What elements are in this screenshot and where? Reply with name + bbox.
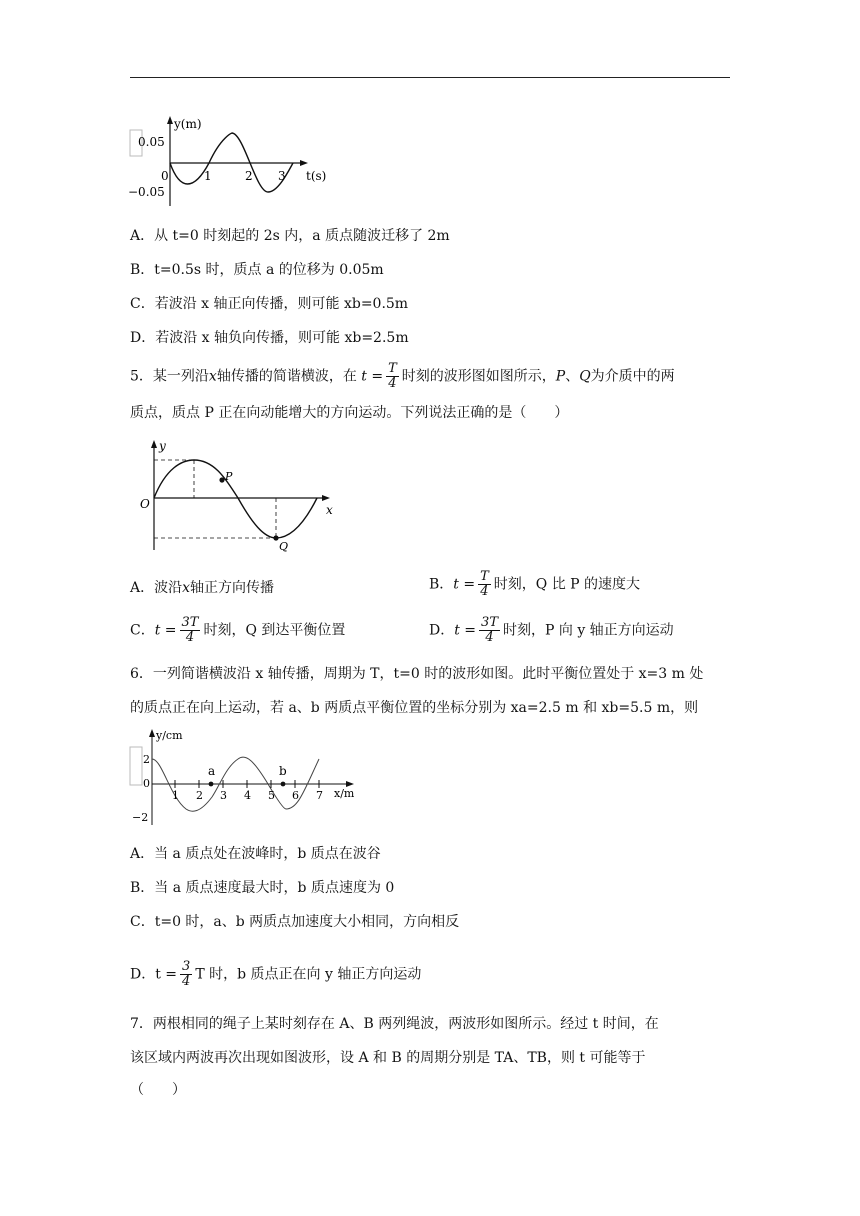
t-axis-arrow [300, 160, 308, 166]
figure-frame-mark [130, 747, 142, 785]
origin-label: 0 [161, 169, 169, 183]
q4-option-b: B．t=0.5s 时，质点 a 的位移为 0.05m [130, 262, 384, 278]
fraction: $\frac{T}{4}$ [480, 569, 489, 599]
q6-option-b: B．当 a 质点速度最大时，b 质点速度为 0 [130, 880, 395, 896]
q6-option-d: D．t = $\frac{3}{4}$ T 时，b 质点正在向 y 轴正方向运动 [130, 959, 422, 989]
q4-option-d: D．若波沿 x 轴负向传播，则可能 xb=2.5m [130, 330, 409, 346]
y-zero-label: 0 [143, 777, 150, 790]
t-tick-3: 3 [278, 169, 286, 183]
x-tick-7: 7 [316, 789, 323, 802]
point-a [209, 782, 214, 787]
q5-stem-line2: 质点，质点 P 正在向动能增大的方向运动。下列说法正确的是（ ） [130, 405, 569, 421]
q6-stem-line1: 6．一列简谐横波沿 x 轴传播，周期为 T，t=0 时的波形如图。此时平衡位置处于 x=3 m 处 [130, 666, 704, 682]
fraction: $\frac{3T}{4}$ [181, 615, 199, 645]
y-bottom-label: −2 [132, 811, 149, 824]
origin-label: O [140, 497, 150, 511]
figure-q6-wave [128, 727, 364, 827]
x-tick-5: 5 [268, 789, 275, 802]
a-label: a [208, 764, 216, 778]
t-tick-1: 1 [204, 169, 212, 183]
x-tick-3: 3 [220, 789, 227, 802]
q6-stem-line2: 的质点正在向上运动，若 a、b 两质点平衡位置的坐标分别为 xa=2.5 m 和 xb=5.5 m，则 [130, 700, 699, 716]
q5-option-d: D．t = $\frac{3T}{4}$ 时刻，P 向 y 轴正方向运动 [429, 615, 674, 645]
q5-option-a: A．波沿x轴正方向传播 [130, 580, 275, 596]
y-label: y(m) [174, 117, 202, 131]
x-tick-2: 2 [196, 789, 203, 802]
t-label: t(s) [306, 169, 327, 183]
header-rule [130, 77, 730, 78]
t-tick-2: 2 [245, 169, 253, 183]
q5-option-b: B．t = $\frac{T}{4}$ 时刻，Q 比 P 的速度大 [429, 569, 641, 599]
b-label: b [279, 764, 287, 778]
x-label: x [326, 503, 333, 517]
point-p [219, 477, 224, 482]
y-top-label: 2 [143, 753, 150, 766]
y-top-label: 0.05 [138, 135, 165, 149]
x-tick-4: 4 [244, 789, 251, 802]
x-axis-arrow [322, 495, 330, 501]
q4-option-c: C．若波沿 x 轴正向传播，则可能 xb=0.5m [130, 296, 409, 312]
figure-q4-yt-graph [128, 112, 338, 208]
q7-stem-line1: 7．两根相同的绳子上某时刻存在 A、B 两列绳波，两波形如图所示。经过 t 时间，在 [130, 1016, 659, 1032]
wave-curve [154, 460, 317, 538]
y-axis-arrow [151, 440, 157, 448]
q4-option-a: A．从 t=0 时刻起的 2s 内，a 质点随波迁移了 2m [130, 228, 450, 244]
y-label: y [159, 439, 166, 453]
fraction: $\frac{T}{4}$ [388, 361, 397, 391]
q6-option-a: A．当 a 质点处在波峰时，b 质点在波谷 [130, 846, 381, 862]
y-axis-arrow [149, 729, 155, 737]
fraction: $\frac{3T}{4}$ [481, 615, 498, 645]
y-bottom-label: −0.05 [128, 185, 165, 199]
figure-q5-wave [136, 438, 346, 554]
y-axis-arrow [167, 116, 173, 124]
point-b [281, 782, 286, 787]
x-tick-6: 6 [292, 789, 299, 802]
q-label: Q [279, 540, 289, 553]
fraction: $\frac{3}{4}$ [182, 959, 191, 989]
q5-option-c: C．t = $\frac{3T}{4}$ 时刻，Q 到达平衡位置 [130, 615, 346, 645]
y-label: y/cm [156, 729, 183, 742]
x-tick-1: 1 [172, 789, 179, 802]
q7-stem-line2: 该区域内两波再次出现如图波形，设 A 和 B 的周期分别是 TA、TB，则 t 可能等于 [130, 1050, 646, 1066]
q7-stem-line3: （ ） [130, 1082, 186, 1098]
p-label: P [225, 470, 233, 483]
point-q [273, 535, 278, 540]
x-label: x/m [334, 787, 355, 800]
q6-option-c: C．t=0 时，a、b 两质点加速度大小相同，方向相反 [130, 914, 460, 930]
q5-stem-line1: 5．某一列沿x轴传播的简谐横波，在 t = $\frac{T}{4}$ 时刻的波形图如图所示，P、Q为介质中的两 [130, 361, 675, 391]
